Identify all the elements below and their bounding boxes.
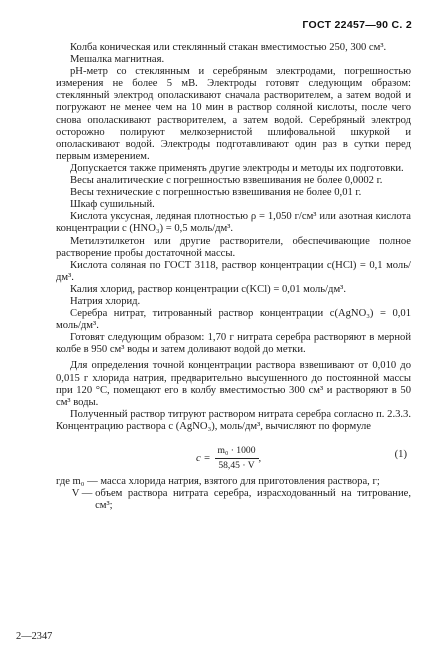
paragraph: Серебра нитрат, титрованный раствор концентрации c(AgNO₃) = 0,01 моль/дм³. — [56, 308, 411, 332]
definition-label: V — — [56, 488, 96, 500]
definition-item — [56, 476, 411, 488]
paragraph: Шкаф сушильный. — [70, 199, 155, 211]
paragraph: рН-метр со стеклянным и серебряным электродами, погрешностью измерения не более 5 мВ. Электроды готовят следующим образом: стеклянный электрод ополаскивают сначала растворителем, а затем водой и погружают не менее чем на 10 мин в раствор соляной кислоты, после чего снова ополаскивают растворителем, а затем водой. Серебряный электрод осторожно полируют мелкозернистой шлифовальной шкуркой и ополаскивают водой. Электроды подготавливают один раз в сутки перед первым измерением. — [56, 66, 411, 162]
paragraph: Натрия хлорид. — [70, 295, 141, 307]
definition-text: объем раствора нитрата серебра, израсходованный на титрование, см³; — [95, 488, 411, 512]
page-footer-code: 2—2347 — [16, 630, 53, 642]
paragraph: Кислота соляная по ГОСТ 3118, раствор концентрации c(HCl) = 0,1 моль/дм³. — [56, 259, 411, 283]
paragraph: Метилэтилкетон или другие растворители, обеспечивающие полное растворение пробы достаточной массы. — [56, 235, 411, 259]
paragraph: Мешалка магнитная. — [70, 54, 165, 66]
definition-label: где m₀ — — [56, 476, 101, 487]
paragraph: Калия хлорид, раствор концентрации c(KCl) = 0,01 моль/дм³. — [70, 283, 346, 295]
paragraph: Готовят следующим образом: 1,70 г нитрата серебра растворяют в мерной колбе в 950 см³ воды и затем доливают водой до метки. — [56, 332, 411, 356]
formula-lhs: c = — [196, 452, 211, 464]
page-header: ГОСТ 22457—90 С. 2 — [302, 19, 412, 31]
paragraph: Кислота уксусная, ледяная плотностью ρ = 1,050 г/см³ или азотная кислота концентрации c (HNO₃) = 0,5 моль/дм³. — [56, 211, 411, 235]
body-text — [56, 42, 411, 433]
paragraph: Весы аналитические с погрешностью взвешивания не более 0,0002 г. — [70, 175, 383, 187]
paragraph: Для определения точной концентрации раствора взвешивают от 0,010 до 0,015 г хлорида натрия, предварительно высушенного до постоянной массы при 120 °С, помещают его в колбу вместимостью 300 см³ и растворяют в 50 см³ воды. — [56, 360, 411, 408]
formula-fraction — [215, 445, 259, 472]
formula-expression — [196, 445, 261, 472]
paragraph: Допускается также применять другие электроды и методы их подготовки. — [70, 162, 404, 174]
formula-denominator: 58,45 · V — [218, 460, 255, 472]
paragraph: Колба коническая или стеклянный стакан вместимостью 250, 300 см³. — [70, 42, 387, 53]
formula-number: (1) — [394, 449, 407, 460]
paragraph: Полученный раствор титруют раствором нитрата серебра согласно п. 2.3.3. Концентрацию раствора c (AgNO₃), моль/дм³, вычисляют по формуле — [56, 408, 411, 432]
formula-numerator: m₀ · 1000 — [215, 445, 259, 459]
formula-block — [56, 438, 411, 472]
formula-tail: , — [258, 452, 262, 464]
definitions — [56, 476, 411, 512]
definition-text: масса хлорида натрия, взятого для приготовления раствора, г; — [100, 476, 380, 487]
paragraph: Весы технические с погрешностью взвешивания не более 0,01 г. — [70, 187, 362, 199]
definition-item — [56, 488, 411, 512]
